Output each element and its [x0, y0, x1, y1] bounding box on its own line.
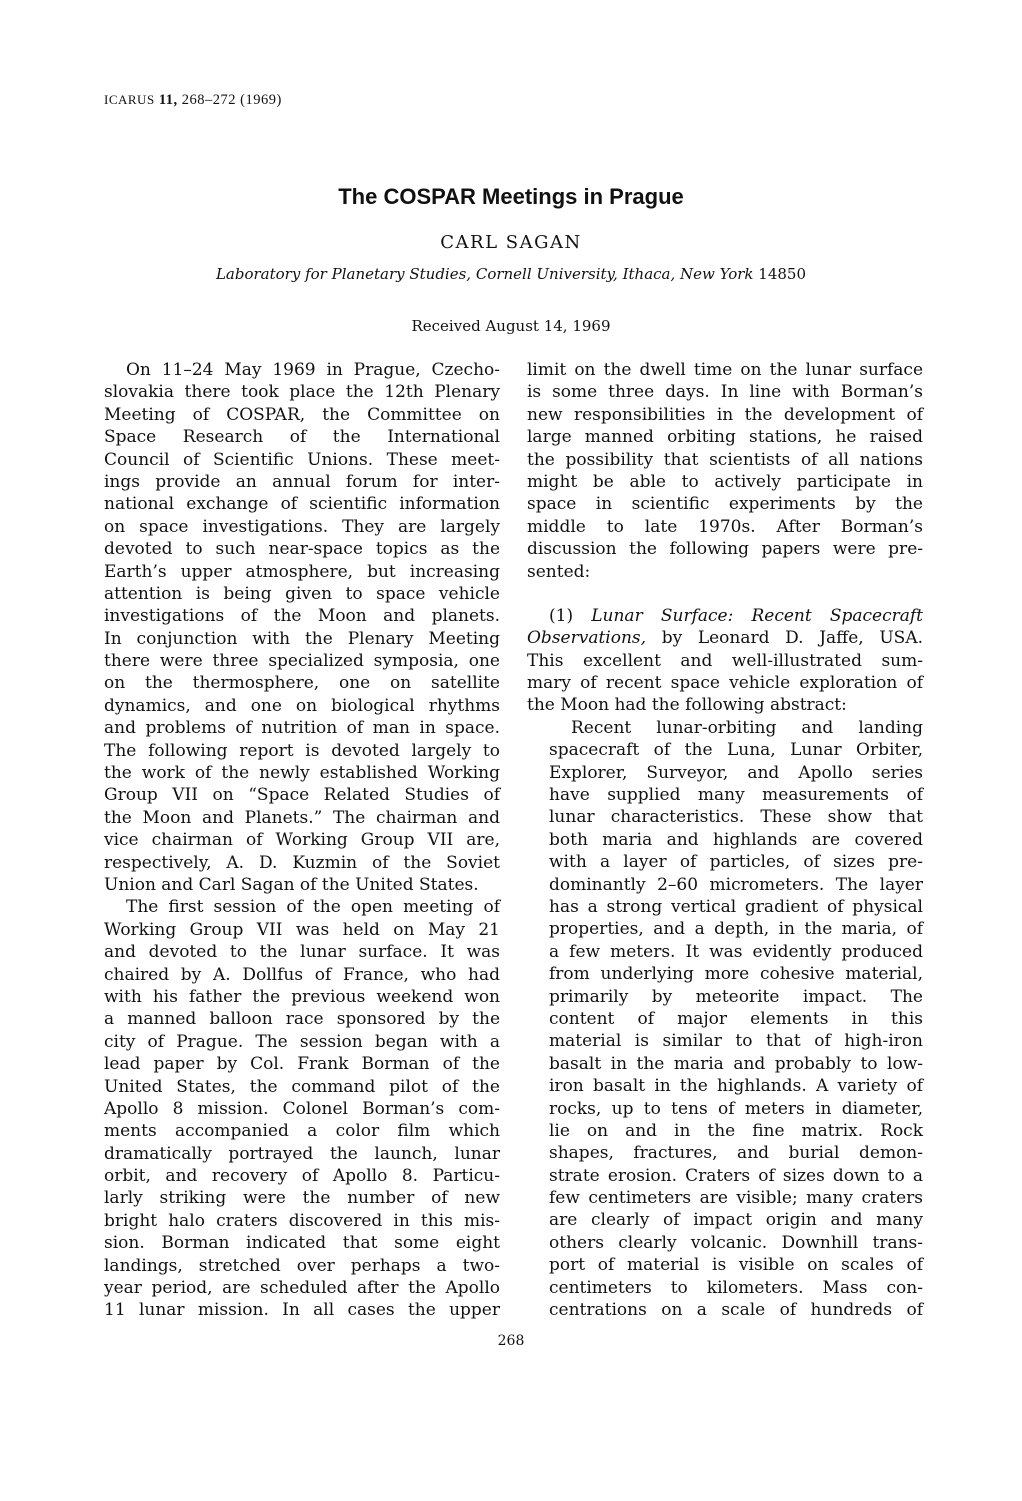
text-line: large manned orbiting stations, he raised [527, 427, 923, 448]
text-line: year period, are scheduled after the Apollo [104, 1278, 500, 1299]
text-line: have supplied many measurements of [549, 785, 923, 806]
text-line: Space Research of the International [104, 427, 500, 448]
journal-pages-year: 268–272 (1969) [181, 92, 282, 108]
item-title-part-2: Observations, [527, 628, 647, 649]
text-line: Council of Scientific Unions. These meet- [104, 449, 500, 470]
text-line: Working Group VII was held on May 21 [104, 919, 500, 940]
left-column [104, 359, 500, 1322]
text-line: a manned balloon race sponsored by the [104, 1009, 500, 1030]
text-line: centimeters to kilometers. Mass con- [549, 1277, 923, 1298]
affiliation-text: Laboratory for Planetary Studies, Cornell University, Ithaca, New York [215, 265, 754, 283]
text-line: has a strong vertical gradient of physical [549, 896, 923, 917]
text-line: rocks, up to tens of meters in diameter, [549, 1098, 923, 1119]
text-line: shapes, fractures, and burial demon- [549, 1143, 923, 1164]
left-paragraph-2 [104, 896, 500, 1321]
item-heading-line [527, 605, 923, 627]
text-line: centrations on a scale of hundreds of [549, 1300, 923, 1321]
author-name: CARL SAGAN [440, 232, 582, 253]
item-byline-line [527, 627, 923, 649]
page-number: 268 [497, 1333, 525, 1349]
text-line: discussion the following papers were pre- [527, 539, 923, 560]
text-line: Meeting of COSPAR, the Committee on [104, 404, 500, 425]
text-line: lead paper by Col. Frank Borman of the [104, 1054, 500, 1075]
item-number: (1) [549, 605, 574, 626]
text-line: slovakia there took place the 12th Plenary [104, 382, 500, 403]
text-line: properties, and a depth, in the maria, of [549, 919, 923, 940]
text-line: larly striking were the number of new [104, 1188, 500, 1209]
text-line: The first session of the open meeting of [126, 897, 500, 918]
text-line: lie on and in the fine matrix. Rock [549, 1120, 923, 1141]
text-line: The following report is devoted largely to [104, 740, 500, 761]
text-line: are clearly of impact origin and many [549, 1210, 923, 1231]
text-line: orbit, and recovery of Apollo 8. Particu- [104, 1166, 500, 1187]
text-line: mary of recent space vehicle exploration of [527, 673, 923, 694]
paragraph-gap [527, 583, 923, 605]
text-line: attention is being given to space vehicle [104, 583, 500, 604]
text-line: sion. Borman indicated that some eight [104, 1233, 500, 1254]
text-line: Apollo 8 mission. Colonel Borman’s com- [104, 1098, 500, 1119]
text-line: the Moon and Planets.” The chairman and [104, 807, 500, 828]
text-line: with his father the previous weekend won [104, 986, 500, 1007]
text-line: on the thermosphere, one on satellite [104, 673, 500, 694]
text-line: Union and Carl Sagan of the United States. [104, 874, 479, 895]
text-line: and problems of nutrition of man in space. [104, 718, 500, 739]
text-line: ings provide an annual forum for inter- [104, 471, 500, 492]
article-title: The COSPAR Meetings in Prague [338, 184, 684, 209]
text-line: lunar characteristics. These show that [549, 807, 923, 828]
text-line: sented: [527, 561, 591, 582]
affiliation-zip: 14850 [758, 265, 807, 283]
text-line: and devoted to the lunar surface. It was [104, 942, 500, 963]
abstract-quote [527, 717, 923, 1322]
text-line: landings, stretched over perhaps a two- [104, 1255, 500, 1276]
text-line: dynamics, and one on biological rhythms [104, 695, 500, 716]
item-byline: by Leonard D. Jaffe, USA. [661, 628, 923, 649]
text-line: the work of the newly established Working [104, 763, 500, 784]
text-line: there were three specialized symposia, one [104, 651, 500, 672]
text-line: a few meters. It was evidently produced [549, 941, 923, 962]
text-line: content of major elements in this [549, 1008, 923, 1029]
text-line: This excellent and well-illustrated sum- [527, 650, 923, 671]
text-line: material is similar to that of high-iron [549, 1031, 923, 1052]
text-line: few centimeters are visible; many craters [549, 1188, 923, 1209]
text-line: dramatically portrayed the launch, lunar [104, 1143, 500, 1164]
text-line: chaired by A. Dollfus of France, who had [104, 964, 500, 985]
text-line: vice chairman of Working Group VII are, [104, 830, 500, 851]
text-line: national exchange of scientific information [104, 494, 500, 515]
text-line: United States, the command pilot of the [104, 1076, 500, 1097]
text-line: Explorer, Surveyor, and Apollo series [549, 762, 923, 783]
text-line: On 11–24 May 1969 in Prague, Czecho- [126, 360, 500, 380]
author-affiliation [0, 265, 1022, 283]
journal-name: ICARUS [104, 92, 155, 107]
text-line: new responsibilities in the development of [527, 404, 923, 425]
text-line: primarily by meteorite impact. The [549, 986, 923, 1007]
text-line: is some three days. In line with Borman’s [527, 382, 923, 403]
journal-volume: 11, [158, 92, 178, 108]
text-line: respectively, A. D. Kuzmin of the Soviet [104, 852, 500, 873]
text-line: might be able to actively participate in [527, 471, 923, 492]
text-line: from underlying more cohesive material, [549, 964, 923, 985]
item-title-part-1: Lunar Surface: Recent Spacecraft [591, 605, 923, 626]
text-line: space in scientific experiments by the [527, 494, 923, 515]
text-line: city of Prague. The session began with a [104, 1031, 500, 1052]
text-line: bright halo craters discovered in this mis- [104, 1210, 500, 1231]
text-line: spacecraft of the Luna, Lunar Orbiter, [549, 740, 923, 761]
text-line: 11 lunar mission. In all cases the upper [104, 1300, 500, 1321]
text-line: others clearly volcanic. Downhill trans- [549, 1232, 923, 1253]
text-line: devoted to such near-space topics as the [104, 539, 500, 560]
right-paragraph-1 [527, 359, 923, 583]
text-line: Earth’s upper atmosphere, but increasing [104, 561, 500, 582]
right-column [527, 359, 923, 1321]
text-line: port of material is visible on scales of [549, 1255, 923, 1276]
text-line: with a layer of particles, of sizes pre- [549, 852, 923, 873]
text-line: the possibility that scientists of all nations [527, 449, 923, 470]
left-paragraph-1 [104, 359, 500, 896]
text-line: both maria and highlands are covered [549, 829, 923, 850]
text-line: In conjunction with the Plenary Meeting [104, 628, 500, 649]
journal-citation [104, 92, 282, 109]
text-line: Recent lunar-orbiting and landing [571, 717, 923, 738]
text-line: basalt in the maria and probably to low- [549, 1053, 923, 1074]
text-line: on space investigations. They are largely [104, 516, 500, 537]
text-line: dominantly 2–60 micrometers. The layer [549, 874, 923, 895]
text-line: strate erosion. Craters of sizes down to a [549, 1165, 923, 1186]
text-line: iron basalt in the highlands. A variety of [549, 1076, 923, 1097]
text-line: ments accompanied a color film which [104, 1121, 500, 1142]
text-line: investigations of the Moon and planets. [104, 606, 500, 627]
text-line: Group VII on “Space Related Studies of [104, 785, 500, 806]
text-line: middle to late 1970s. After Borman’s [527, 516, 923, 537]
text-line: limit on the dwell time on the lunar surface [527, 360, 923, 380]
paper-item-1 [527, 605, 923, 717]
received-date: Received August 14, 1969 [411, 317, 611, 335]
text-line: the Moon had the following abstract: [527, 695, 847, 716]
